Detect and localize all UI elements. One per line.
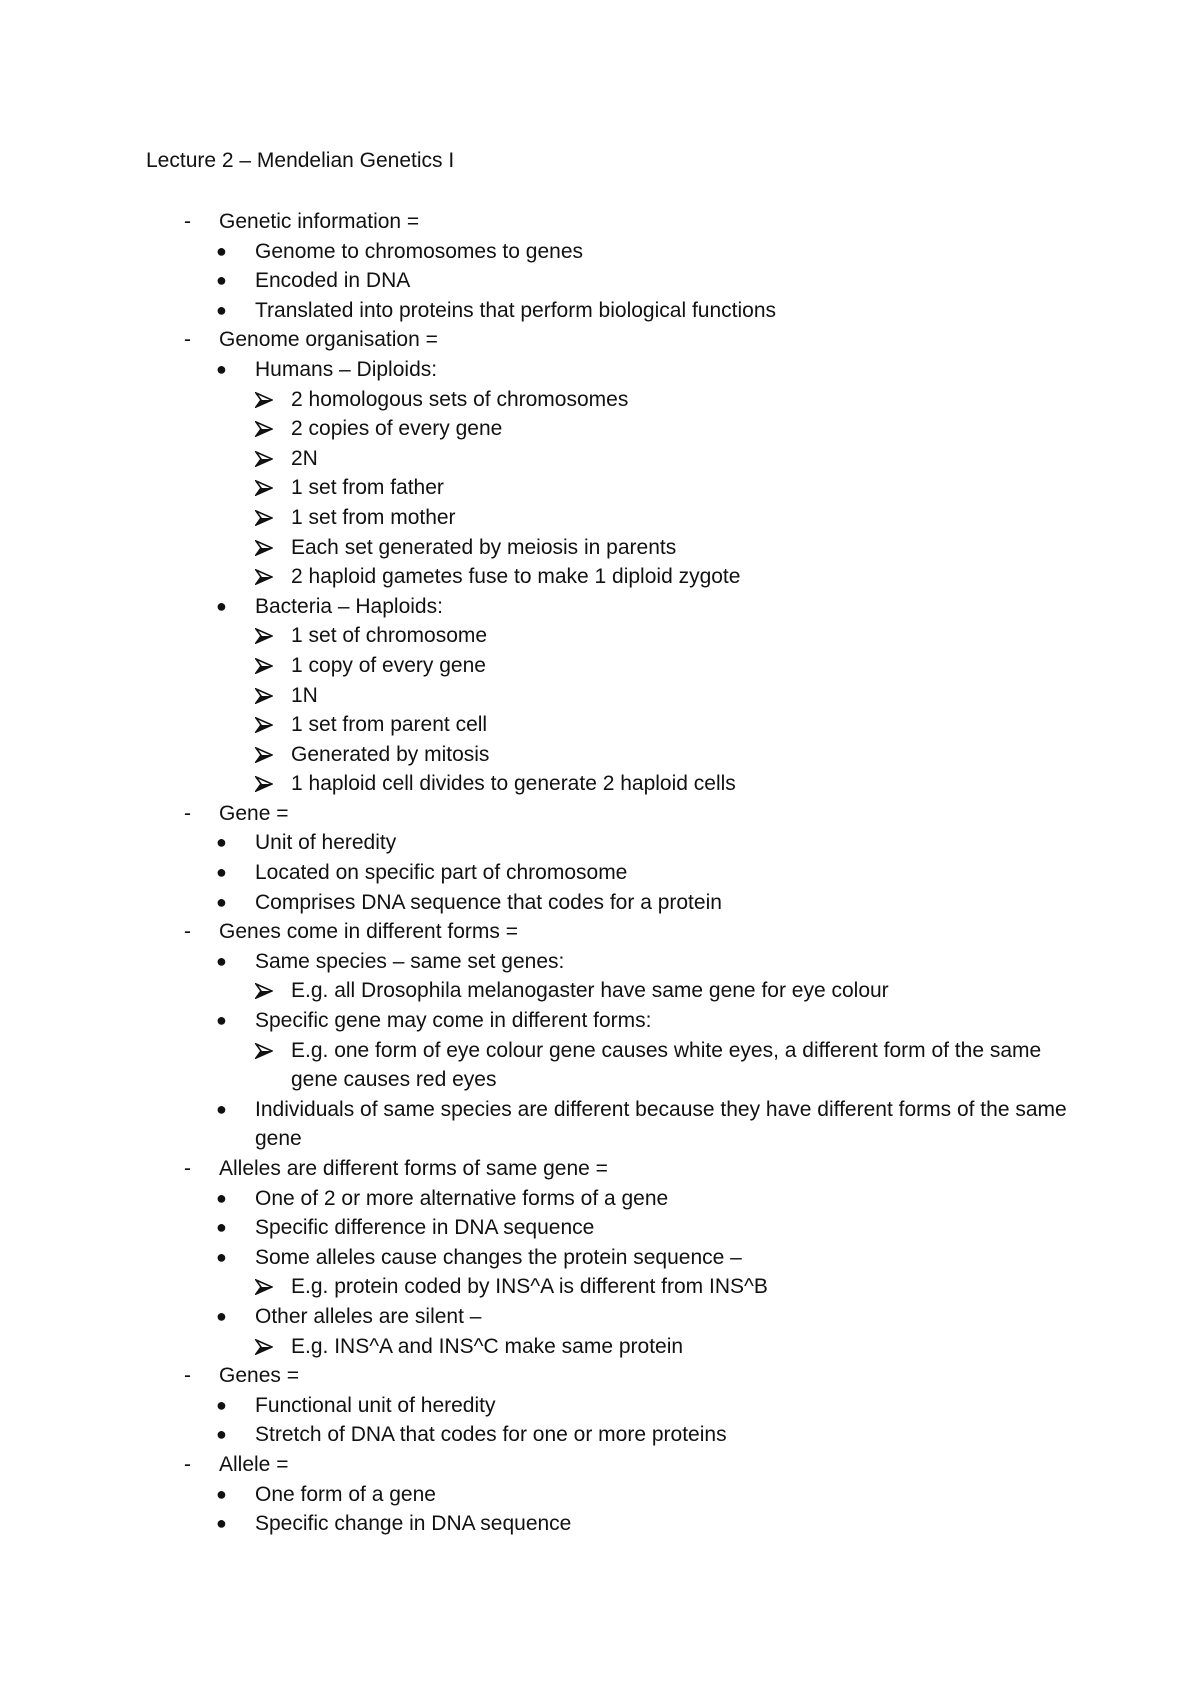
line-text: Encoded in DNA bbox=[255, 269, 411, 293]
section-heading bbox=[0, 207, 1200, 237]
dash-marker: - bbox=[184, 1364, 191, 1388]
bullet-marker: ● bbox=[216, 891, 227, 912]
line-text: Unit of heredity bbox=[255, 831, 397, 855]
line-text: E.g. protein coded by INS^A is different from INS^B bbox=[291, 1275, 768, 1299]
bullet-marker: ● bbox=[216, 1305, 227, 1326]
line-text: 1 set from parent cell bbox=[291, 713, 488, 737]
arrowhead-bullet-icon bbox=[255, 1332, 277, 1362]
sub-bullet-item bbox=[0, 473, 1200, 503]
sub-bullet-item bbox=[0, 651, 1200, 681]
arrowhead-bullet-icon bbox=[255, 651, 277, 681]
arrowhead-bullet-icon bbox=[255, 1036, 277, 1066]
line-text: 1N bbox=[291, 683, 318, 707]
line-text: Genes come in different forms = bbox=[219, 920, 519, 944]
section-heading bbox=[0, 799, 1200, 829]
arrowhead-bullet-icon bbox=[255, 740, 277, 770]
bullet-marker: ● bbox=[216, 299, 227, 320]
dash-marker: - bbox=[184, 801, 191, 825]
line-text: Comprises DNA sequence that codes for a protein bbox=[255, 890, 722, 914]
line-text: Genes = bbox=[219, 1364, 299, 1388]
line-text: One form of a gene bbox=[255, 1482, 436, 1506]
section-heading bbox=[0, 917, 1200, 947]
line-text: Genetic information = bbox=[219, 210, 420, 233]
sub-bullet-item bbox=[0, 1272, 1200, 1302]
line-text: Each set generated by meiosis in parents bbox=[291, 535, 677, 559]
bullet-item bbox=[0, 1095, 1200, 1154]
arrowhead-bullet-icon bbox=[255, 710, 277, 740]
arrowhead-bullet-icon bbox=[255, 621, 277, 651]
line-text: Specific difference in DNA sequence bbox=[255, 1216, 595, 1240]
bullet-item bbox=[0, 1184, 1200, 1214]
notes-outline bbox=[0, 207, 1200, 1539]
bullet-item bbox=[0, 1213, 1200, 1243]
line-text: 2 haploid gametes fuse to make 1 diploid zygote bbox=[291, 565, 741, 589]
bullet-item bbox=[0, 1420, 1200, 1450]
bullet-item bbox=[0, 1391, 1200, 1421]
bullet-item bbox=[0, 296, 1200, 326]
line-text: Same species – same set genes: bbox=[255, 949, 565, 973]
arrowhead-bullet-icon bbox=[255, 503, 277, 533]
bullet-item bbox=[0, 592, 1200, 622]
line-text: E.g. all Drosophila melanogaster have same gene for eye colour bbox=[291, 979, 889, 1003]
bullet-marker: ● bbox=[216, 1513, 227, 1534]
arrowhead-bullet-icon bbox=[255, 414, 277, 444]
sub-bullet-item bbox=[0, 444, 1200, 474]
line-text: Genome to chromosomes to genes bbox=[255, 239, 584, 263]
sub-bullet-item bbox=[0, 710, 1200, 740]
arrowhead-bullet-icon bbox=[255, 1272, 277, 1302]
line-text: Some alleles cause changes the protein sequence – bbox=[255, 1245, 742, 1269]
line-text: Bacteria – Haploids: bbox=[255, 594, 443, 618]
bullet-marker: ● bbox=[216, 950, 227, 971]
line-text: 1 set of chromosome bbox=[291, 624, 488, 648]
bullet-marker: ● bbox=[216, 1098, 227, 1119]
sub-bullet-item bbox=[0, 976, 1200, 1006]
bullet-marker: ● bbox=[216, 1217, 227, 1238]
line-text: Individuals of same species are different because they have different forms of the same gene bbox=[255, 1097, 1067, 1151]
bullet-marker: ● bbox=[216, 240, 227, 261]
line-text: Specific gene may come in different forms: bbox=[255, 1009, 652, 1033]
arrowhead-bullet-icon bbox=[255, 681, 277, 711]
sub-bullet-item bbox=[0, 503, 1200, 533]
sub-bullet-item bbox=[0, 414, 1200, 444]
bullet-marker: ● bbox=[216, 1187, 227, 1208]
line-text: 2 homologous sets of chromosomes bbox=[291, 387, 629, 411]
section-heading bbox=[0, 1361, 1200, 1391]
line-text: 2N bbox=[291, 446, 318, 470]
sub-bullet-item bbox=[0, 385, 1200, 415]
line-text: Gene = bbox=[219, 801, 289, 825]
sub-bullet-item bbox=[0, 681, 1200, 711]
line-text: 2 copies of every gene bbox=[291, 417, 503, 441]
line-text: One of 2 or more alternative forms of a gene bbox=[255, 1186, 669, 1210]
bullet-item bbox=[0, 1302, 1200, 1332]
line-text: Genome organisation = bbox=[219, 328, 438, 352]
bullet-marker: ● bbox=[216, 1010, 227, 1031]
sub-bullet-item bbox=[0, 621, 1200, 651]
bullet-item bbox=[0, 266, 1200, 296]
line-text: E.g. one form of eye colour gene causes white eyes, a different form of the same gene causes red eyes bbox=[291, 1038, 1042, 1092]
dash-marker: - bbox=[184, 920, 191, 944]
bullet-marker: ● bbox=[216, 832, 227, 853]
arrowhead-bullet-icon bbox=[255, 562, 277, 592]
bullet-marker: ● bbox=[216, 862, 227, 883]
line-text: Specific change in DNA sequence bbox=[255, 1512, 572, 1536]
line-text: Alleles are different forms of same gene = bbox=[219, 1157, 608, 1180]
arrowhead-bullet-icon bbox=[255, 444, 277, 474]
bullet-item bbox=[0, 828, 1200, 858]
bullet-marker: ● bbox=[216, 1483, 227, 1504]
bullet-marker: ● bbox=[216, 1246, 227, 1267]
bullet-item bbox=[0, 947, 1200, 977]
bullet-item bbox=[0, 1006, 1200, 1036]
section-heading bbox=[0, 1154, 1200, 1184]
sub-bullet-item bbox=[0, 1332, 1200, 1362]
sub-bullet-item bbox=[0, 769, 1200, 799]
line-text: Generated by mitosis bbox=[291, 742, 490, 766]
line-text: 1 set from father bbox=[291, 476, 444, 500]
arrowhead-bullet-icon bbox=[255, 473, 277, 503]
bullet-item bbox=[0, 355, 1200, 385]
bullet-item bbox=[0, 858, 1200, 888]
line-text: Translated into proteins that perform biological functions bbox=[255, 298, 777, 322]
arrowhead-bullet-icon bbox=[255, 385, 277, 415]
bullet-item bbox=[0, 1509, 1200, 1539]
bullet-marker: ● bbox=[216, 1424, 227, 1445]
dash-marker: - bbox=[184, 1452, 191, 1476]
line-text: Other alleles are silent – bbox=[255, 1304, 482, 1328]
bullet-marker: ● bbox=[216, 1394, 227, 1415]
bullet-item bbox=[0, 1480, 1200, 1510]
section-heading bbox=[0, 325, 1200, 355]
dash-marker: - bbox=[184, 210, 191, 233]
dash-marker: - bbox=[184, 328, 191, 352]
bullet-marker: ● bbox=[216, 270, 227, 291]
line-text: 1 copy of every gene bbox=[291, 653, 486, 677]
section-heading bbox=[0, 1450, 1200, 1480]
line-text: Located on specific part of chromosome bbox=[255, 861, 628, 885]
dash-marker: - bbox=[184, 1157, 191, 1180]
bullet-marker: ● bbox=[216, 595, 227, 616]
bullet-item bbox=[0, 237, 1200, 267]
sub-bullet-item bbox=[0, 562, 1200, 592]
line-text: Stretch of DNA that codes for one or more proteins bbox=[255, 1423, 727, 1447]
bullet-item bbox=[0, 1243, 1200, 1273]
line-text: Humans – Diploids: bbox=[255, 357, 438, 381]
arrowhead-bullet-icon bbox=[255, 769, 277, 799]
line-text: Functional unit of heredity bbox=[255, 1393, 496, 1417]
arrowhead-bullet-icon bbox=[255, 976, 277, 1006]
line-text: Allele = bbox=[219, 1452, 289, 1476]
bullet-item bbox=[0, 888, 1200, 918]
sub-bullet-item bbox=[0, 1036, 1200, 1095]
sub-bullet-item bbox=[0, 740, 1200, 770]
page-title: Lecture 2 – Mendelian Genetics I bbox=[146, 149, 455, 172]
line-text: 1 set from mother bbox=[291, 505, 456, 529]
arrowhead-bullet-icon bbox=[255, 533, 277, 563]
line-text: 1 haploid cell divides to generate 2 haploid cells bbox=[291, 772, 736, 796]
line-text: E.g. INS^A and INS^C make same protein bbox=[291, 1334, 684, 1358]
sub-bullet-item bbox=[0, 533, 1200, 563]
bullet-marker: ● bbox=[216, 358, 227, 379]
